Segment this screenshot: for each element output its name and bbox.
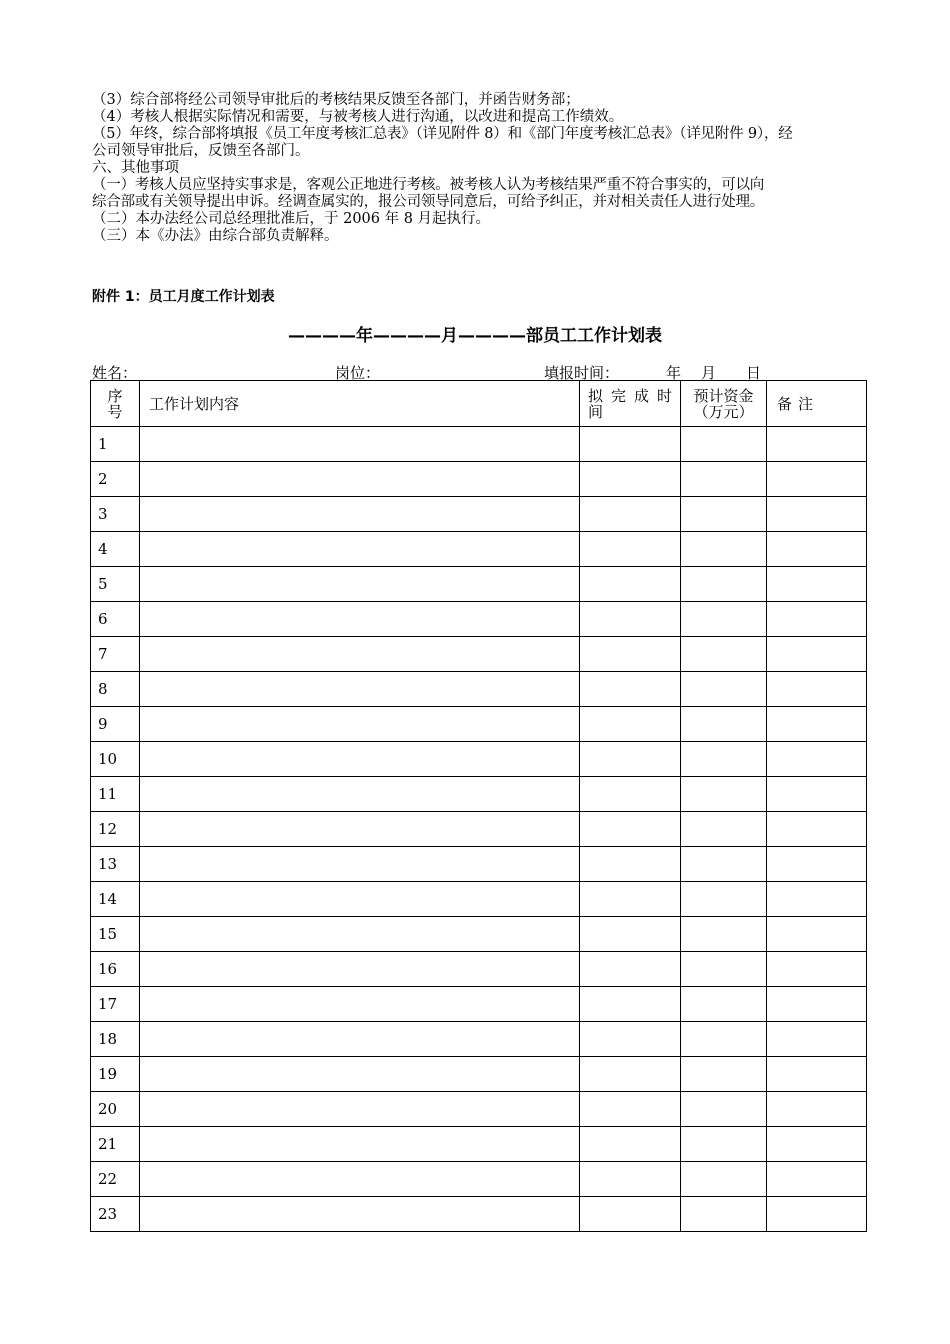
- table-row: [91, 672, 867, 707]
- fund-cell[interactable]: [681, 497, 767, 532]
- paragraph: （一）考核人员应坚持实事求是，客观公正地进行考核。被考核人认为考核结果严重不符合事实的，可以向: [92, 177, 765, 193]
- table-row: [91, 567, 867, 602]
- content-cell[interactable]: [140, 707, 580, 742]
- paragraph: （4）考核人根据实际情况和需要，与被考核人进行沟通，以改进和提高工作绩效。: [92, 109, 624, 125]
- table-row: [91, 1127, 867, 1162]
- table-row: [91, 847, 867, 882]
- row-number: 17: [91, 987, 140, 1022]
- table-row: [91, 1092, 867, 1127]
- fund-cell[interactable]: [681, 952, 767, 987]
- note-cell[interactable]: [767, 812, 867, 847]
- day-label: 日: [746, 364, 762, 382]
- fund-cell[interactable]: [681, 637, 767, 672]
- rules-text-block: [92, 92, 864, 245]
- date-cell[interactable]: [580, 952, 681, 987]
- content-cell[interactable]: [140, 987, 580, 1022]
- date-cell[interactable]: [580, 462, 681, 497]
- row-number: 7: [91, 637, 140, 672]
- content-cell[interactable]: [140, 917, 580, 952]
- date-cell[interactable]: [580, 497, 681, 532]
- note-cell[interactable]: [767, 602, 867, 637]
- date-cell[interactable]: [580, 847, 681, 882]
- row-number: 16: [91, 952, 140, 987]
- table-row: [91, 742, 867, 777]
- fund-cell[interactable]: [681, 1092, 767, 1127]
- fund-cell[interactable]: [681, 987, 767, 1022]
- table-header-row: [91, 381, 867, 427]
- note-cell[interactable]: [767, 672, 867, 707]
- date-cell[interactable]: [580, 777, 681, 812]
- fund-cell[interactable]: [681, 427, 767, 462]
- note-cell[interactable]: [767, 497, 867, 532]
- content-cell[interactable]: [140, 1127, 580, 1162]
- table-row: [91, 1197, 867, 1232]
- date-cell[interactable]: [580, 1057, 681, 1092]
- date-cell[interactable]: [580, 637, 681, 672]
- content-cell[interactable]: [140, 427, 580, 462]
- date-cell[interactable]: [580, 672, 681, 707]
- fund-cell[interactable]: [681, 1127, 767, 1162]
- note-cell[interactable]: [767, 707, 867, 742]
- note-cell[interactable]: [767, 427, 867, 462]
- header-fund: [681, 381, 767, 427]
- table-row: [91, 427, 867, 462]
- date-cell[interactable]: [580, 1022, 681, 1057]
- date-cell[interactable]: [580, 532, 681, 567]
- date-cell[interactable]: [580, 917, 681, 952]
- row-number: 22: [91, 1162, 140, 1197]
- note-cell[interactable]: [767, 777, 867, 812]
- date-cell[interactable]: [580, 742, 681, 777]
- work-plan-table: [90, 380, 867, 1232]
- header-date-line: 拟完成时: [588, 386, 672, 405]
- table-row: [91, 917, 867, 952]
- header-content: 工作计划内容: [140, 381, 580, 427]
- row-number: 1: [91, 427, 140, 462]
- table-row: [91, 882, 867, 917]
- date-cell[interactable]: [580, 427, 681, 462]
- content-cell[interactable]: [140, 1092, 580, 1127]
- date-cell[interactable]: [580, 1127, 681, 1162]
- note-cell[interactable]: [767, 1057, 867, 1092]
- fund-cell[interactable]: [681, 1197, 767, 1232]
- content-cell[interactable]: [140, 1162, 580, 1197]
- content-cell[interactable]: [140, 497, 580, 532]
- table-body: [91, 427, 867, 1232]
- row-number: 11: [91, 777, 140, 812]
- header-note: 备注: [767, 381, 867, 427]
- row-number: 18: [91, 1022, 140, 1057]
- table-row: [91, 1162, 867, 1197]
- row-number: 20: [91, 1092, 140, 1127]
- note-cell[interactable]: [767, 847, 867, 882]
- header-seq-line: 序: [107, 386, 123, 405]
- content-cell[interactable]: [140, 812, 580, 847]
- table-row: [91, 777, 867, 812]
- table-row: [91, 497, 867, 532]
- paragraph: （三）本《办法》由综合部负责解释。: [92, 228, 339, 244]
- fund-cell[interactable]: [681, 917, 767, 952]
- date-cell[interactable]: [580, 882, 681, 917]
- fund-cell[interactable]: [681, 707, 767, 742]
- table-row: [91, 532, 867, 567]
- date-label: 填报时间：: [544, 364, 620, 382]
- fund-cell[interactable]: [681, 1162, 767, 1197]
- row-number: 3: [91, 497, 140, 532]
- attachment-title: 附件 1：员工月度工作计划表: [92, 289, 275, 305]
- table-row: [91, 987, 867, 1022]
- month-label: 月: [701, 364, 717, 382]
- section-heading: 六、其他事项: [92, 160, 179, 176]
- note-cell[interactable]: [767, 1092, 867, 1127]
- note-cell[interactable]: [767, 917, 867, 952]
- content-cell[interactable]: [140, 1057, 580, 1092]
- table-row: [91, 1057, 867, 1092]
- table-row: [91, 602, 867, 637]
- paragraph: 公司领导审批后，反馈至各部门。: [92, 143, 310, 159]
- date-cell[interactable]: [580, 707, 681, 742]
- content-cell[interactable]: [140, 847, 580, 882]
- paragraph: （二）本办法经公司总经理批准后，于 2006 年 8 月起执行。: [92, 211, 491, 227]
- note-cell[interactable]: [767, 742, 867, 777]
- content-cell[interactable]: [140, 1197, 580, 1232]
- content-cell[interactable]: [140, 637, 580, 672]
- date-cell[interactable]: [580, 1092, 681, 1127]
- row-number: 13: [91, 847, 140, 882]
- name-label: 姓名：: [92, 364, 138, 382]
- fund-cell[interactable]: [681, 1022, 767, 1057]
- date-cell[interactable]: [580, 1162, 681, 1197]
- year-label: 年: [666, 364, 682, 382]
- row-number: 9: [91, 707, 140, 742]
- paragraph: （5）年终，综合部将填报《员工年度考核汇总表》（详见附件 8）和《部门年度考核汇总表》（详见附件 9），经: [92, 126, 793, 142]
- row-number: 12: [91, 812, 140, 847]
- note-cell[interactable]: [767, 567, 867, 602]
- note-cell[interactable]: [767, 1127, 867, 1162]
- header-seq-line: 号: [107, 402, 123, 421]
- note-cell[interactable]: [767, 462, 867, 497]
- table-row: [91, 1022, 867, 1057]
- row-number: 6: [91, 602, 140, 637]
- content-cell[interactable]: [140, 952, 580, 987]
- content-cell[interactable]: [140, 777, 580, 812]
- header-date: [580, 381, 681, 427]
- paragraph: 综合部或有关领导提出申诉。经调查属实的，报公司领导同意后，可给予纠正，并对相关责任人进行处理。: [92, 194, 765, 210]
- date-cell[interactable]: [580, 567, 681, 602]
- row-number: 19: [91, 1057, 140, 1092]
- fund-cell[interactable]: [681, 602, 767, 637]
- header-fund-line: （万元）: [693, 402, 754, 421]
- table-row: [91, 637, 867, 672]
- row-number: 5: [91, 567, 140, 602]
- content-cell[interactable]: [140, 567, 580, 602]
- table-row: [91, 812, 867, 847]
- fund-cell[interactable]: [681, 777, 767, 812]
- date-cell[interactable]: [580, 1197, 681, 1232]
- row-number: 14: [91, 882, 140, 917]
- row-number: 23: [91, 1197, 140, 1232]
- date-cell[interactable]: [580, 812, 681, 847]
- row-number: 8: [91, 672, 140, 707]
- row-number: 4: [91, 532, 140, 567]
- fund-cell[interactable]: [681, 1057, 767, 1092]
- content-cell[interactable]: [140, 1022, 580, 1057]
- row-number: 15: [91, 917, 140, 952]
- content-cell[interactable]: [140, 672, 580, 707]
- header-seq: [91, 381, 140, 427]
- fund-cell[interactable]: [681, 567, 767, 602]
- fund-cell[interactable]: [681, 532, 767, 567]
- fund-cell[interactable]: [681, 462, 767, 497]
- note-cell[interactable]: [767, 882, 867, 917]
- header-date-line: 间: [588, 402, 604, 421]
- note-cell[interactable]: [767, 532, 867, 567]
- table-row: [91, 462, 867, 497]
- note-cell[interactable]: [767, 952, 867, 987]
- date-cell[interactable]: [580, 987, 681, 1022]
- table-row: [91, 707, 867, 742]
- content-cell[interactable]: [140, 462, 580, 497]
- paragraph: （3）综合部将经公司领导审批后的考核结果反馈至各部门，并函告财务部；: [92, 92, 580, 108]
- fund-cell[interactable]: [681, 847, 767, 882]
- note-cell[interactable]: [767, 1022, 867, 1057]
- note-cell[interactable]: [767, 1162, 867, 1197]
- note-cell[interactable]: [767, 1197, 867, 1232]
- note-cell[interactable]: [767, 987, 867, 1022]
- note-cell[interactable]: [767, 637, 867, 672]
- position-label: 岗位：: [335, 364, 381, 382]
- fund-cell[interactable]: [681, 812, 767, 847]
- content-cell[interactable]: [140, 742, 580, 777]
- fund-cell[interactable]: [681, 742, 767, 777]
- row-number: 2: [91, 462, 140, 497]
- row-number: 21: [91, 1127, 140, 1162]
- fund-cell[interactable]: [681, 672, 767, 707]
- form-title: ————年————月————部员工工作计划表: [288, 326, 662, 346]
- header-fund-line: 预计资金: [693, 386, 754, 405]
- fund-cell[interactable]: [681, 882, 767, 917]
- content-cell[interactable]: [140, 882, 580, 917]
- content-cell[interactable]: [140, 602, 580, 637]
- date-cell[interactable]: [580, 602, 681, 637]
- content-cell[interactable]: [140, 532, 580, 567]
- table-row: [91, 952, 867, 987]
- row-number: 10: [91, 742, 140, 777]
